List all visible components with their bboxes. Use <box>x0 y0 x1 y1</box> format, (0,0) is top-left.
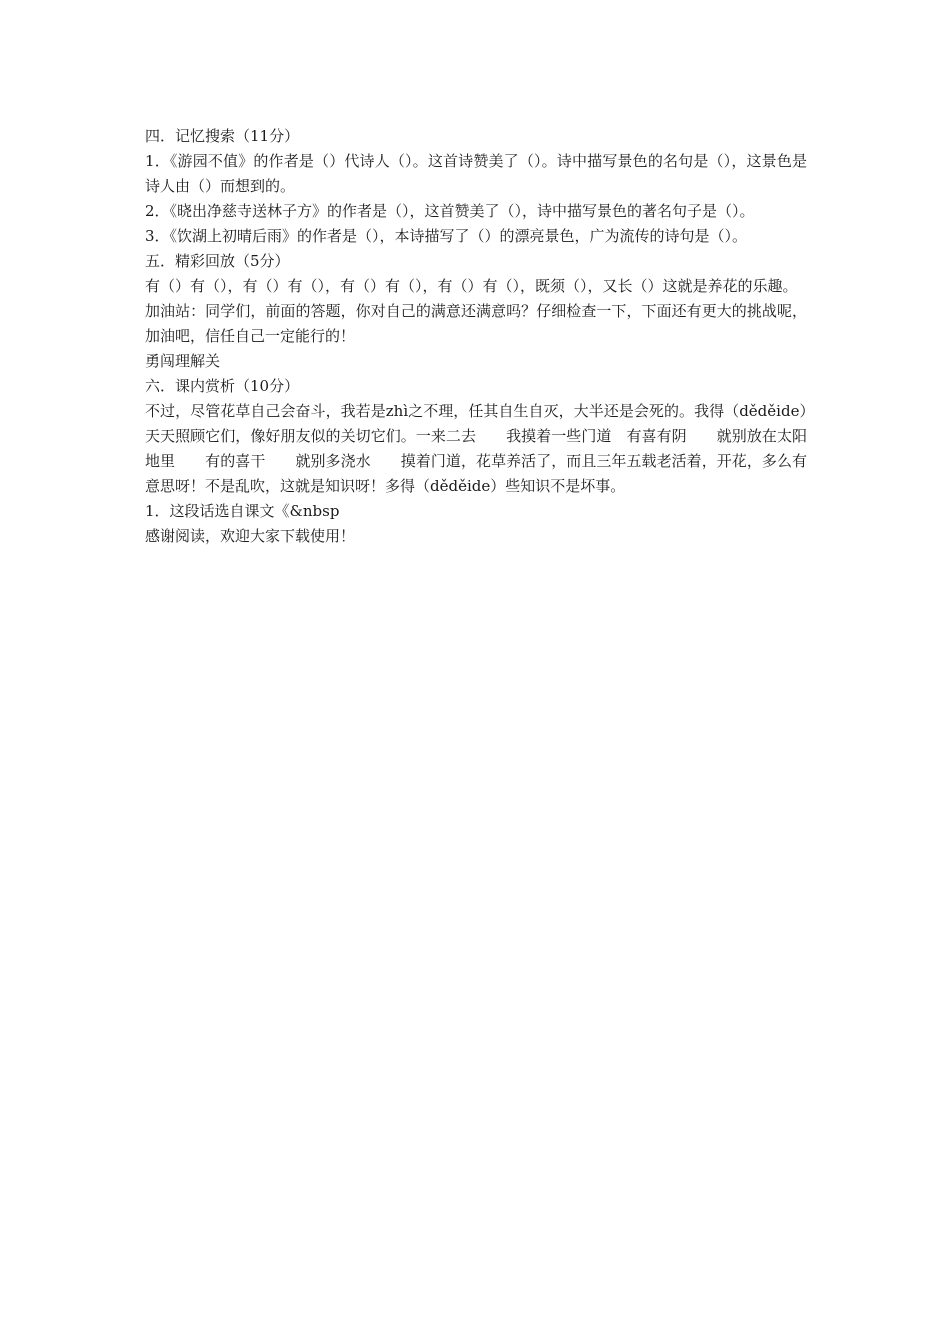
section4-question-2: 2．《晓出净慈寺送林子方》的作者是（），这首赞美了（），诗中描写景色的著名句子是（）。 <box>145 202 755 220</box>
section4-question-1: 1．《游园不值》的作者是（）代诗人（）。这首诗赞美了（）。诗中描写景色的名句是（），这景色是诗人由（）而想到的。 <box>145 152 807 195</box>
section4-question-3: 3．《饮湖上初晴后雨》的作者是（），本诗描写了（）的漂亮景色，广为流传的诗句是（）。 <box>145 227 748 245</box>
footer-thanks: 感谢阅读，欢迎大家下载使用！ <box>145 527 356 545</box>
section6-question-1: 1．这段话选自课文《&nbsp <box>145 502 340 520</box>
encouragement-note: 加油站：同学们，前面的答题，你对自己的满意还满意吗？仔细检查一下，下面还有更大的挑战呢，加油吧，信任自己一定能行的！ <box>145 302 807 345</box>
section6-title: 六．课内赏析（10分） <box>145 377 300 395</box>
section4-title: 四．记忆搜索（11分） <box>145 127 300 145</box>
section5-text: 有（）有（），有（）有（），有（）有（），有（）有（），既须（），又长（）这就是养花的乐趣。 <box>145 277 798 295</box>
section6-passage: 不过，尽管花草自己会奋斗，我若是zhì之不理，任其自生自灭，大半还是会死的。我得（děděide）天天照顾它们，像好朋友似的关切它们。一来二去 我摸着一些门道 有喜有阴 就别放在太阳地里 有的喜干 就别多浇水 摸着门道，花草养活了，而且三年五载老活着，开花，多么有意思呀！不是乱吹，这就是知识呀！多得（děděide）些知识不是坏事。 <box>145 402 807 495</box>
document-page <box>145 124 807 549</box>
section5-title: 五．精彩回放（5分） <box>145 252 290 270</box>
brave-heading: 勇闯理解关 <box>145 352 221 370</box>
